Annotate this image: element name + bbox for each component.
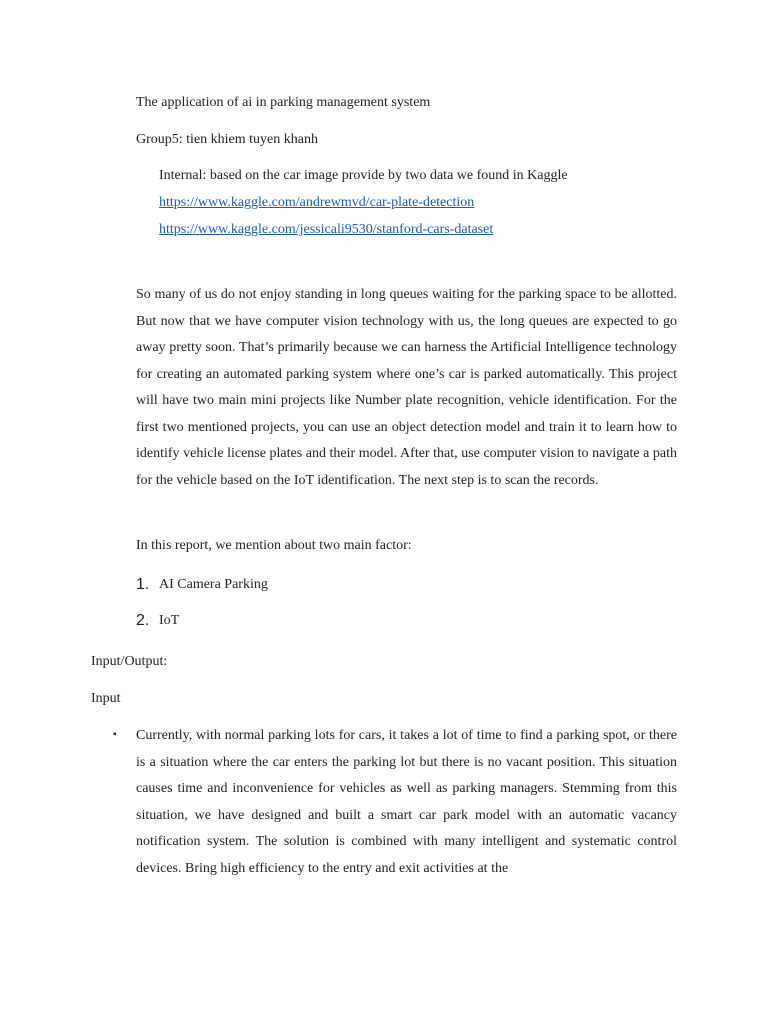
internal-data-note: Internal: based on the car image provide by two data we found in Kaggle xyxy=(159,168,568,183)
kaggle-car-plate-link[interactable]: https://www.kaggle.com/andrewmvd/car-plate-detection xyxy=(159,195,475,210)
factor-item xyxy=(136,611,179,631)
intro-paragraph: So many of us do not enjoy standing in long queues waiting for the parking space to be allotted. But now that we have computer vision technology with us, the long queues are expected to go away pretty soon. That’s primarily because we can harness the Artificial Intelligence technology for creating an automated parking system where one’s car is parked automatically. This project will have two main mini projects like Number plate recognition, vehicle identification. For the first two mentioned projects, you can use an object detection model and train it to learn how to identify vehicle license plates and their model. After that, use computer vision to navigate a path for the vehicle based on the IoT identification. The next step is to scan the records. xyxy=(136,287,677,488)
factor-label: IoT xyxy=(159,613,180,628)
factor-item xyxy=(136,575,268,595)
kaggle-stanford-cars-link[interactable]: https://www.kaggle.com/jessicali9530/stanford-cars-dataset xyxy=(159,222,494,237)
factor-label: AI Camera Parking xyxy=(159,577,268,592)
document-title: The application of ai in parking management system xyxy=(136,95,431,110)
group-members: Group5: tien khiem tuyen khanh xyxy=(136,132,318,147)
input-heading: Input xyxy=(91,691,121,706)
io-heading: Input/Output: xyxy=(91,654,168,669)
factor-number: 2. xyxy=(136,612,150,629)
input-paragraph: Currently, with normal parking lots for cars, it takes a lot of time to find a parking spot, or there is a situation where the car enters the parking lot but there is no vacant position. This situation causes time and inconvenience for vehicles as well as parking managers. Stemming from this situation, we have designed and built a smart car park model with an automatic vacancy notification system. The solution is combined with many intelligent and systematic control devices. Bring high efficiency to the entry and exit activities at the xyxy=(136,728,677,876)
factor-number: 1. xyxy=(136,576,150,593)
square-bullet-icon: ▪ xyxy=(113,729,117,740)
factors-intro: In this report, we mention about two main factor: xyxy=(136,538,412,553)
